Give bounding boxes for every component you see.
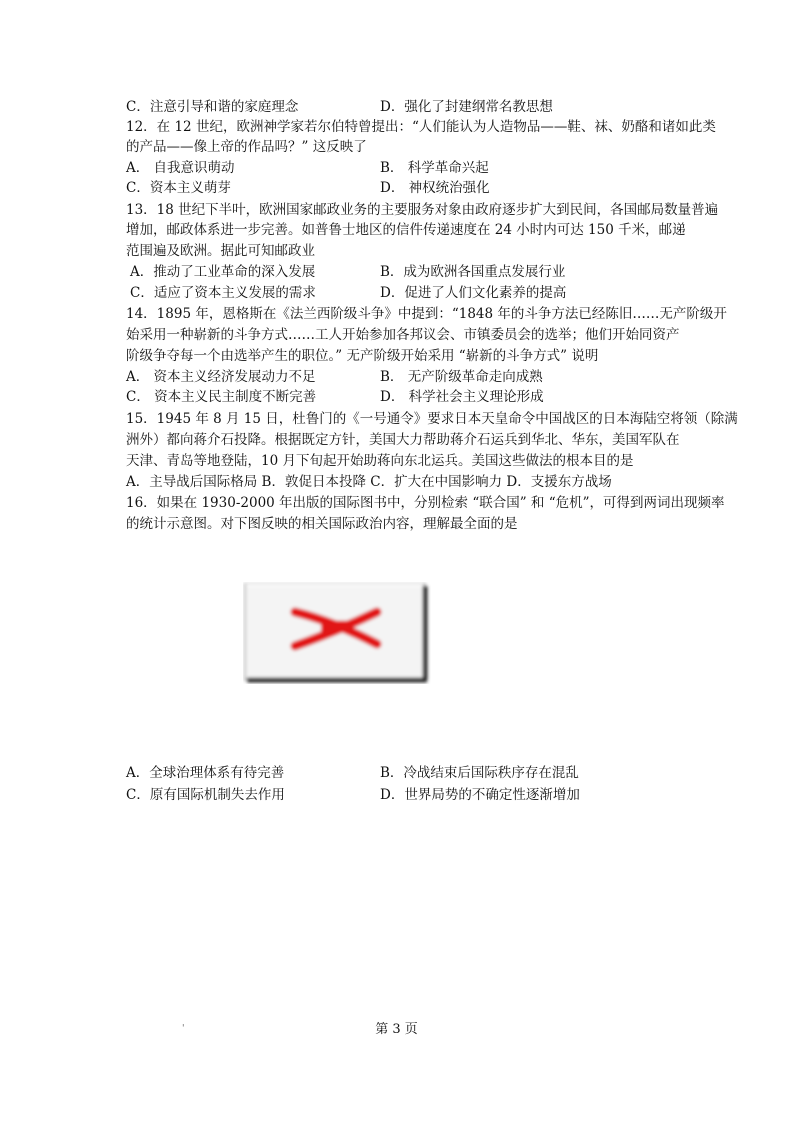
- q12-stem-line-1: 12．在 12 世纪，欧洲神学家若尔伯特曾提出：“人们能认为人造物品——鞋、袜、奶酪和诸如此类: [126, 119, 716, 135]
- q14-options-row-2: [0, 387, 793, 407]
- q14-stem-line-1: 14．1895 年，恩格斯在《法兰西阶级斗争》中提到：“1848 年的斗争方法已经陈旧……无产阶级开: [126, 306, 727, 322]
- q12-option-b: B． 科学革命兴起: [380, 160, 489, 176]
- q14-stem-line-3: 阶级争夺每一个由选举产生的职位。” 无产阶级开始采用 “崭新的斗争方式” 说明: [126, 348, 599, 364]
- page-number: 第 3 页: [375, 1022, 418, 1037]
- q14-option-b: B． 无产阶级革命走向成熟: [380, 369, 543, 385]
- q12-option-c: C．资本主义萌芽: [126, 180, 231, 196]
- q12-stem-line-2: 的产品——像上帝的作品吗？” 这反映了: [126, 139, 367, 155]
- stray-mark: ': [182, 1024, 185, 1034]
- q14-stem-line-2: 始采用一种崭新的斗争方式……工人开始参加各邦议会、市镇委员会的选举；他们开始同资产: [126, 327, 680, 343]
- q13-option-d: D．促进了人们文化素养的提高: [380, 285, 567, 301]
- q13-stem-line-2: 增加，邮政体系进一步完善。如普鲁士地区的信件传递速度在 24 小时内可达 150 千米，邮递: [126, 222, 686, 238]
- broken-image-icon: [243, 582, 431, 684]
- q16-option-b: B．冷战结束后国际秩序存在混乱: [380, 765, 579, 781]
- q14-options-row-1: [0, 367, 793, 387]
- q16-option-d: D．世界局势的不确定性逐渐增加: [380, 787, 580, 803]
- q13-option-a: A．推动了工业革命的深入发展: [130, 264, 316, 280]
- q13-options-row-2: [0, 283, 793, 303]
- q13-option-b: B．成为欧洲各国重点发展行业: [380, 264, 566, 280]
- q12-options-row-2: [0, 178, 793, 198]
- q16-option-c: C．原有国际机制失去作用: [126, 787, 285, 803]
- q16-stem-line-1: 16．如果在 1930-2000 年出版的国际图书中，分别检索 “联合国” 和 “危机”，可得到两词出现频率: [126, 495, 725, 511]
- q13-stem-line-1: 13．18 世纪下半叶，欧洲国家邮政业务的主要服务对象由政府逐步扩大到民间，各国邮局数量普遍: [126, 202, 719, 218]
- q13-options-row-1: [0, 262, 793, 282]
- q16-options-row-2: [0, 785, 793, 805]
- q14-option-a: A． 资本主义经济发展动力不足: [126, 369, 316, 385]
- q12-option-a: A． 自我意识萌动: [126, 160, 235, 176]
- option-d: D．强化了封建纲常名教思想: [380, 99, 553, 115]
- option-c: C．注意引导和谐的家庭理念: [126, 99, 299, 115]
- q12-option-d: D． 神权统治强化: [380, 180, 490, 196]
- q12-options-row-1: [0, 158, 793, 178]
- q13-stem-line-3: 范围遍及欧洲。据此可知邮政业: [126, 243, 315, 259]
- broken-image-placeholder: [243, 582, 431, 684]
- q14-option-d: D． 科学社会主义理论形成: [380, 389, 544, 405]
- q16-options-row-1: [0, 763, 793, 783]
- q15-options-inline: A．主导战后国际格局 B．敦促日本投降 C．扩大在中国影响力 D．支援东方战场: [126, 474, 612, 490]
- q16-option-a: A．全球治理体系有待完善: [126, 765, 285, 781]
- q13-option-c: C．适应了资本主义发展的需求: [130, 285, 316, 301]
- q16-stem-line-2: 的统计示意图。对下图反映的相关国际政治内容，理解最全面的是: [126, 516, 518, 532]
- q15-stem-line-2: 洲外）都向蒋介石投降。根据既定方针，美国大力帮助蒋介石运兵到华北、华东，美国军队在: [126, 432, 680, 448]
- q14-option-c: C． 资本主义民主制度不断完善: [126, 389, 317, 405]
- q15-stem-line-1: 15．1945 年 8 月 15 日，杜鲁门的《一号通令》要求日本天皇命令中国战区的日本海陆空将领（除满: [126, 411, 738, 427]
- prev-options-row: [0, 97, 793, 117]
- q15-stem-line-3: 天津、青岛等地登陆，10 月下旬起开始助蒋向东北运兵。美国这些做法的根本目的是: [126, 453, 634, 469]
